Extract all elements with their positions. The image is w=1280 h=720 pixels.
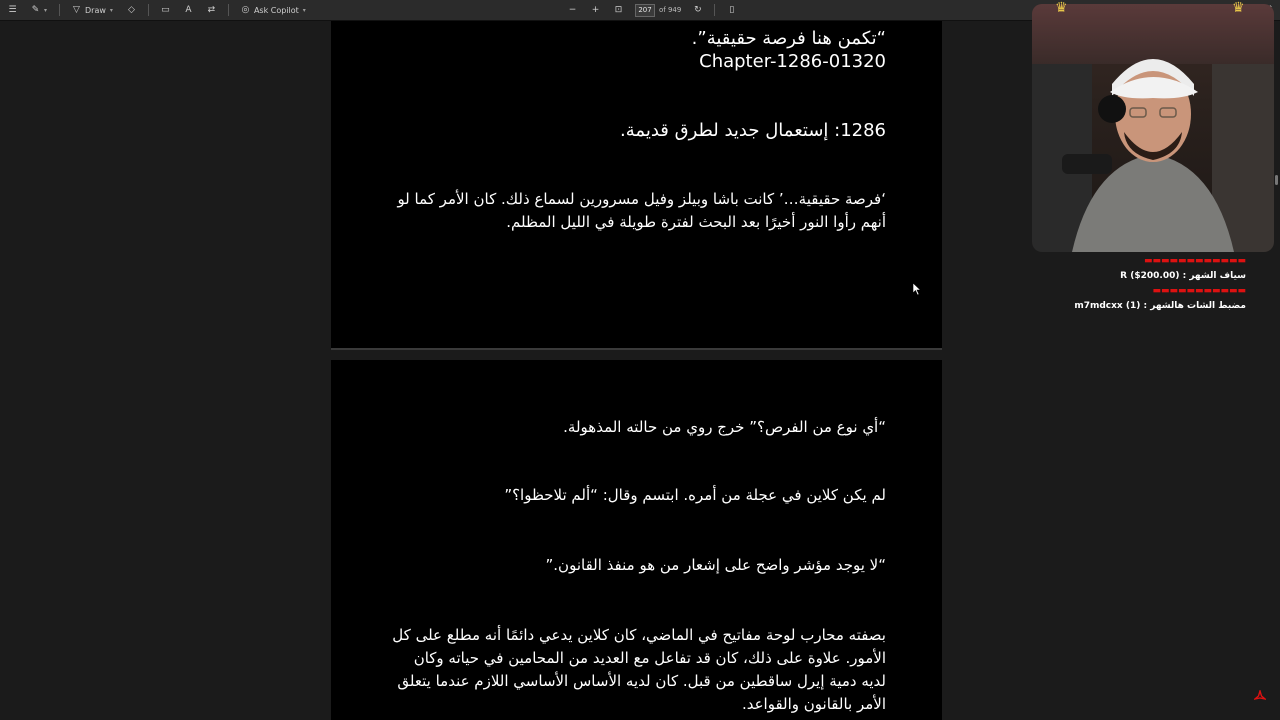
paragraph: لم يكن كلاين في عجلة من أمره. ابتسم وقال: “ألم تلاحظوا؟” [504,486,886,504]
erase-button[interactable] [125,2,138,18]
ask-copilot-label: Ask Copilot [253,5,299,15]
stat-line-decor: ▬▬▬▬▬▬▬▬▬▬▬▬ [1143,256,1246,266]
stat-line: سياف الشهر : R ($200.00) [1120,271,1246,281]
pdf-page [331,21,942,350]
chapter-title: 1286: إستعمال جديد لطرق قديمة. [620,120,886,141]
read-aloud-icon: A [185,4,192,15]
pen-icon: ▽ [73,4,80,15]
stat-line: مضبط الشات هالشهر : m7mdcxx (1) [1074,301,1246,311]
read-aloud-button[interactable] [182,2,195,18]
page-total-label: of 949 [659,6,682,14]
translate-button[interactable] [205,2,218,18]
webcam-overlay [1032,4,1274,252]
chapter-id: Chapter-1286-01320 [699,51,886,72]
page-view-icon: ▯ [729,4,735,15]
page-number-input[interactable]: 207 [635,4,655,17]
toolbar-divider [59,4,60,16]
pdf-page [331,360,942,720]
toolbar-divider [148,4,149,16]
text-box-icon: ▭ [161,4,170,15]
mouse-cursor-icon [913,283,921,295]
paragraph: “لا يوجد مؤشر واضح على إشعار من هو منفذ القانون.” [545,556,886,574]
list-icon: ☰ [8,4,17,15]
toolbar-divider [714,4,715,16]
streamer-avatar [1032,4,1274,252]
fit-page-icon: ⊡ [614,4,623,15]
fit-page-button[interactable] [612,2,625,18]
ask-copilot-button[interactable] [239,2,308,18]
pdf-icon [1254,690,1266,704]
chevron-down-icon: ▾ [44,6,48,14]
highlighter-icon: ✎ [31,4,40,15]
plus-icon: + [591,4,600,15]
toolbar-divider [228,4,229,16]
zoom-in-button[interactable] [589,2,602,18]
page-view-button[interactable] [725,2,738,18]
zoom-out-button[interactable] [566,2,579,18]
paragraph: ‘فرصة حقيقية…’ كانت باشا وبيلز وفيل مسرورين لسماع ذلك. كان الأمر كما لو أنهم رأوا النور أخيرًا بعد البحث لفترة طويلة في الليل المظلم. [397,190,886,231]
copilot-icon: ◎ [241,4,250,15]
minus-icon: − [568,4,577,15]
contents-button[interactable] [6,2,19,18]
scrollbar-thumb[interactable] [1275,175,1278,185]
rotate-button[interactable] [691,2,704,18]
paragraph: “أي نوع من الفرص؟” خرج روي من حالته المذهولة. [563,418,886,436]
crown-icon: ♛ [1232,0,1247,16]
chevron-down-icon: ▾ [109,6,113,14]
highlight-button[interactable] [29,2,49,18]
draw-button[interactable] [70,2,115,18]
paragraph: بصفته محارب لوحة مفاتيح في الماضي، كان كلاين يدعي دائمًا أنه مطلع على كل الأمور. علاوة على ذلك، كان قد تفاعل مع العديد من المحامين في حياته وكان لديه دمية إيرل ساقطين من قبل. كان لديه الأساس الأساسي اللازم عندما يتعلق الأمر بالقانون والقواعد. [392,626,886,713]
text-box-button[interactable] [159,2,172,18]
chevron-down-icon: ▾ [302,6,306,14]
draw-label: Draw [85,5,106,15]
translate-icon: ⇄ [207,4,216,15]
stat-line-decor: ▬▬▬▬▬▬▬▬▬▬▬ [1152,286,1246,296]
rotate-icon: ↻ [694,4,702,15]
eraser-icon: ◇ [127,4,135,15]
crown-icon: ♛ [1055,0,1070,16]
stream-stats [1066,254,1246,314]
quote-line: “تكمن هنا فرصة حقيقية”. [691,28,886,49]
